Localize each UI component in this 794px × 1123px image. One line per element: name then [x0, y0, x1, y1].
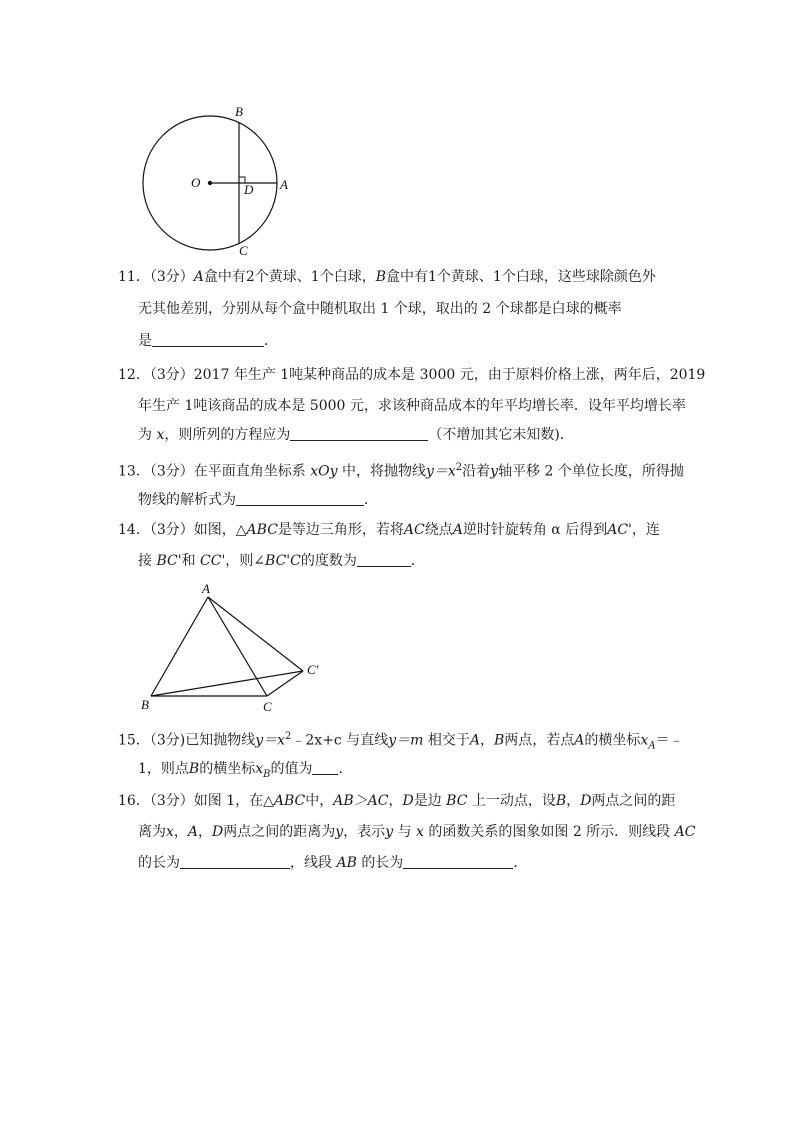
label-b: B	[235, 104, 243, 119]
q15-line2: 1，则点B的横坐标$x_B$的值为 ．	[138, 761, 353, 780]
q16-line2: 离为x，A，D两点之间的距离为y，表示y 与 x 的函数关系的图象如图 2 所示．则线段 AC	[138, 824, 696, 840]
segment-bcp	[151, 671, 303, 696]
q12-line2: 年生产 1吨该商品的成本是 5000 元，求该种商品成本的年平均增长率．设年平均增长率	[138, 398, 686, 414]
q16-answer-blank-ac[interactable]	[180, 854, 290, 869]
q11-line3: 是 ．	[138, 333, 278, 349]
q13-answer-blank[interactable]	[236, 491, 364, 506]
q16-score: （3分）	[149, 793, 194, 809]
q16-number: 16．	[118, 793, 150, 809]
q13-score: （3分）	[149, 463, 194, 480]
label-a: A	[202, 581, 210, 596]
segment-ac	[208, 597, 267, 696]
q13-number: 13．	[118, 463, 150, 480]
circle-figure	[138, 100, 298, 260]
q16-line1: 16．（3分）如图 1，在△ABC中，AB＞AC，D是边 BC 上一动点，设B，D两点之间的距	[118, 793, 676, 809]
q16-line3: 的长为 ，线段 AB 的长为 ．	[138, 855, 528, 871]
triangle-figure	[135, 578, 335, 718]
q12-line3: 为 x，则所列的方程应为 （不增加其它未知数)．	[138, 427, 574, 443]
q15-line1: 15．（3分)已知抛物线$y=x^2﹣2x+c$ 与直线y＝m 相交于A，B两点，若点A的横坐标$x_A=﹣$	[118, 731, 684, 752]
q12-line1: 12．（3分）2017 年生产 1吨某种商品的成本是 3000 元，由于原料价格上涨，两年后，2019	[118, 367, 706, 383]
q11-line1: 11．（3分）A盒中有2个黄球、1个白球，B盒中有1个黄球、1个白球，这些球除颜色外	[118, 269, 656, 285]
label-a: A	[280, 177, 288, 192]
q15-number: 15．	[118, 732, 150, 749]
q13-line1: 13．（3分）在平面直角坐标系 xOy 中，将抛物线$y=x^2$沿着y轴平移 2 个单位长度，所得抛	[118, 462, 684, 480]
label-c: C	[239, 243, 248, 258]
label-c: C	[263, 699, 272, 714]
q12-number: 12．	[118, 367, 150, 383]
q12-score: （3分）	[149, 367, 194, 383]
segment-acp	[208, 597, 303, 671]
label-c-prime: C′	[307, 662, 319, 677]
q11-score: （3分）	[149, 269, 194, 285]
q15-score: （3分)	[149, 732, 186, 749]
center-dot	[208, 181, 212, 185]
label-d: D	[244, 182, 254, 197]
q14-line1: 14．（3分）如图，△ABC是等边三角形，若将AC绕点A逆时针旋转角 α 后得到AC'，连	[118, 522, 660, 538]
q11-line2: 无其他差别，分别从每个盒中随机取出 1 个球，取出的 2 个球都是白球的概率	[138, 301, 622, 317]
q14-answer-blank[interactable]	[357, 552, 411, 567]
q11-answer-blank[interactable]	[152, 332, 264, 347]
q16-answer-blank-ab[interactable]	[403, 854, 513, 869]
q11-number: 11．	[118, 269, 150, 285]
label-b: B	[141, 697, 149, 712]
q12-answer-blank[interactable]	[290, 426, 428, 441]
q14-number: 14．	[118, 522, 150, 538]
q14-line2: 接 BC'和 CC'，则∠BC'C的度数为 ．	[138, 553, 425, 569]
q13-line2: 物线的解析式为 ．	[138, 492, 378, 508]
segment-ab	[151, 597, 208, 696]
segment-ccp	[267, 671, 303, 696]
q15-answer-blank[interactable]	[312, 760, 338, 775]
q14-score: （3分）	[149, 522, 194, 538]
label-o: O	[191, 175, 201, 190]
